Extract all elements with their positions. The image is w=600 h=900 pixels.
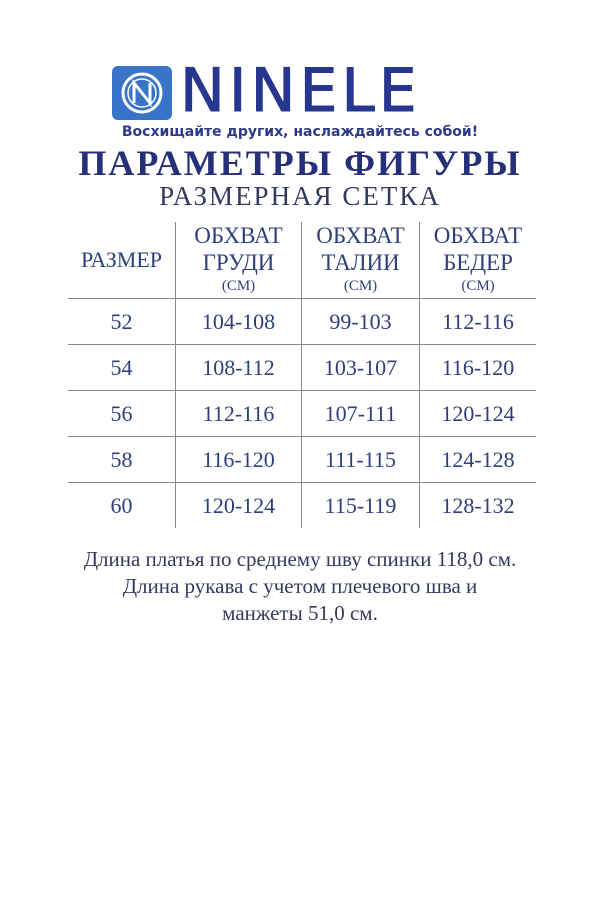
waist-cell: 99-103	[329, 309, 392, 334]
waist-cell: 103-107	[323, 355, 398, 380]
chest-cell: 116-120	[202, 447, 275, 472]
brand-logo	[0, 56, 600, 126]
chest-cell: 104-108	[201, 309, 276, 334]
size-cell: 54	[110, 355, 133, 380]
table-header	[68, 222, 536, 299]
page-subtitle: РАЗМЕРНАЯ СЕТКА	[159, 181, 441, 211]
note-line: Длина платья по среднему шву спинки 118,0 см.	[83, 547, 517, 571]
size-table	[68, 222, 536, 528]
header-waist: ОБХВАТ ТАЛИИ (СМ)	[316, 223, 405, 294]
brand-name: NINELE	[180, 56, 421, 126]
waist-cell: 107-111	[324, 401, 397, 426]
waist-cell: 115-119	[324, 493, 397, 518]
hips-cell: 112-116	[442, 309, 514, 334]
hips-cell: 128-132	[441, 493, 515, 518]
size-cell: 52	[110, 309, 133, 334]
page-title: ПАРАМЕТРЫ ФИГУРЫ	[78, 143, 522, 183]
chest-cell: 108-112	[202, 355, 275, 380]
table-row	[68, 345, 536, 391]
table-row	[68, 299, 536, 345]
chest-cell: 112-116	[202, 401, 275, 426]
size-cell: 58	[110, 447, 133, 472]
brand-tagline: Восхищайте других, наслаждайтесь собой!	[121, 124, 479, 140]
n-monogram-icon	[112, 66, 172, 120]
waist-cell: 111-115	[325, 447, 396, 472]
chest-cell: 120-124	[201, 493, 276, 518]
hips-cell: 120-124	[441, 401, 515, 426]
hips-cell: 124-128	[441, 447, 515, 472]
size-cell: 60	[110, 493, 133, 518]
hips-cell: 116-120	[441, 355, 515, 380]
measurement-notes	[0, 546, 600, 627]
header-hips: ОБХВАТ БЕДЕР (СМ)	[433, 223, 523, 294]
header-size: РАЗМЕР	[80, 247, 163, 273]
note-line: Длина рукава с учетом плечевого шва и	[122, 574, 478, 598]
table-row	[68, 483, 536, 528]
size-cell: 56	[110, 401, 133, 426]
table-row	[68, 391, 536, 437]
note-line: манжеты 51,0 см.	[222, 601, 378, 625]
table-row	[68, 437, 536, 483]
header-chest: ОБХВАТ ГРУДИ (СМ)	[194, 223, 283, 294]
